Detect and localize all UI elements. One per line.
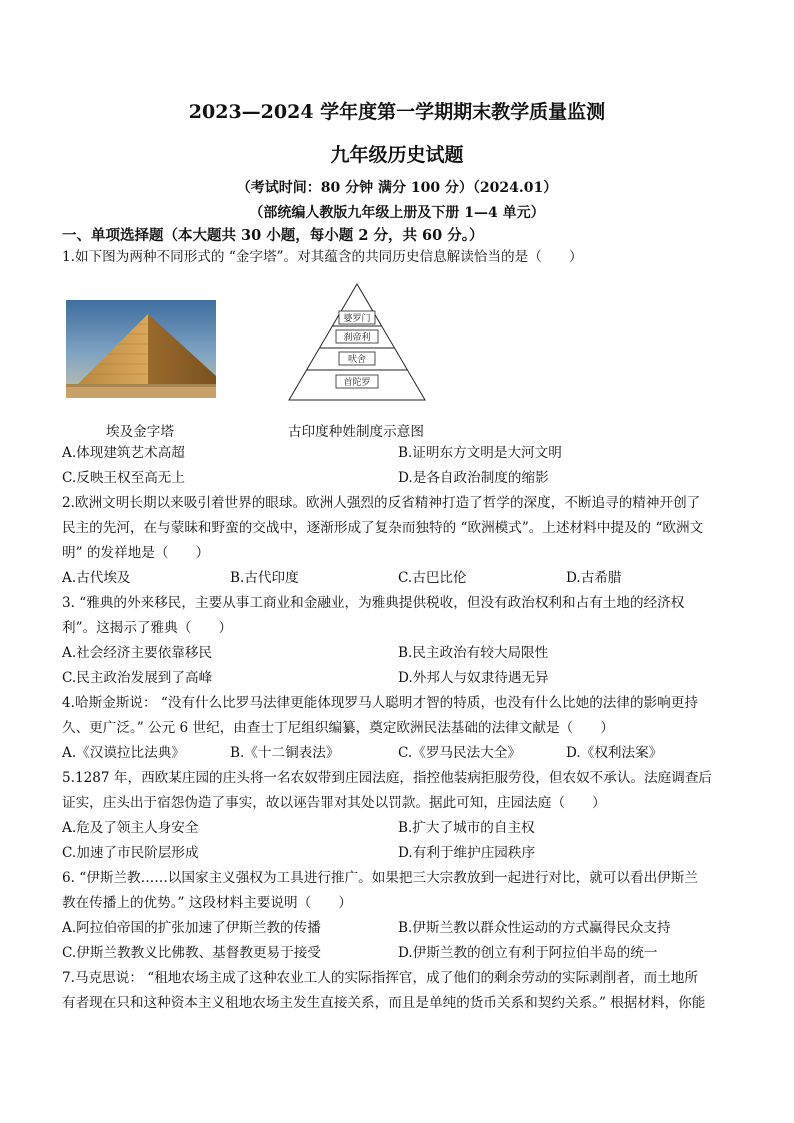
question-6-line-2: 教在传播上的优势。” 这段材料主要说明（ ） [62, 895, 352, 911]
question-2-line-3: 明” 的发祥地是（ ） [62, 545, 210, 561]
caste-caption: 古印度种姓制度示意图 [288, 424, 424, 440]
q1-option-b: B.证明东方文明是大河文明 [398, 445, 562, 461]
q3-option-c: C.民主政治发展到了高峰 [62, 670, 213, 686]
question-2-line-2: 民主的先河，在与蒙昧和野蛮的交战中，逐渐形成了复杂而独特的 “欧洲模式”。上述材料中提及的 “欧洲文 [62, 520, 704, 536]
question-4-line-2: 久、更广泛。” 公元 6 世纪，由查士丁尼组织编纂，奠定欧洲民法基础的法律文献是（ ） [62, 720, 614, 736]
exam-title: 2023—2024 学年度第一学期期末教学质量监测 [188, 101, 606, 123]
q1-option-d: D.是各自政治制度的缩影 [398, 470, 549, 486]
question-5-line-1: 5.1287 年，西欧某庄园的庄头将一名农奴带到庄园法庭，指控他装病拒服劳役，但农奴不承认。法庭调查后 [62, 770, 713, 786]
exam-info: （考试时间：80 分钟 满分 100 分）（2024.01） [236, 180, 558, 196]
q5-option-b: B.扩大了城市的自主权 [398, 820, 535, 836]
q4-option-d: D.《权利法案》 [566, 745, 663, 761]
q1-option-c: C.反映王权至高无上 [62, 470, 185, 486]
exam-subtitle: 九年级历史试题 [330, 144, 464, 166]
q5-option-d: D.有利于维护庄园秩序 [398, 845, 536, 861]
q3-option-a: A.社会经济主要依靠移民 [62, 645, 213, 661]
caste-label-kshatriya: 刹帝利 [343, 333, 371, 343]
question-3-line-2: 利”。这揭示了雅典（ ） [62, 620, 233, 636]
q3-option-d: D.外邦人与奴隶待遇无异 [398, 670, 549, 686]
q6-option-b: B.伊斯兰教以群众性运动的方式赢得民众支持 [398, 920, 671, 936]
q2-option-b: B.古代印度 [230, 570, 299, 586]
caste-label-shudra: 首陀罗 [343, 378, 371, 388]
section-heading: 一、单项选择题（本大题共 30 小题，每小题 2 分，共 60 分。） [62, 227, 484, 244]
q6-option-d: D.伊斯兰教的创立有利于阿拉伯半岛的统一 [398, 945, 658, 961]
q4-option-a: A.《汉谟拉比法典》 [62, 745, 185, 761]
question-3-line-1: 3. “雅典的外来移民，主要从事工商业和金融业，为雅典提供税收，但没有政治权利和占有土地的经济权 [62, 595, 685, 611]
caste-label-brahmin: 婆罗门 [343, 314, 371, 324]
q5-option-c: C.加速了市民阶层形成 [62, 845, 199, 861]
q4-option-b: B.《十二铜表法》 [230, 745, 340, 761]
pyramid-caption: 埃及金字塔 [106, 424, 174, 440]
question-2-line-1: 2.欧洲文明长期以来吸引着世界的眼球。欧洲人强烈的反省精神打造了哲学的深度，不断追寻的精神开创了 [62, 495, 701, 511]
caste-system-diagram [287, 282, 427, 404]
q5-option-a: A.危及了领主人身安全 [62, 820, 199, 836]
q2-option-c: C.古巴比伦 [398, 570, 467, 586]
question-5-line-2: 证实，庄头出于宿怨伪造了事实，故以诬告罪对其处以罚款。据此可知，庄园法庭（ ） [62, 795, 606, 811]
question-7-line-1: 7.马克思说： “租地农场主成了这种农业工人的实际指挥官，成了他们的剩余劳动的实际剥削者，而土地所 [62, 970, 698, 986]
exam-edition: （部统编人教版九年级上册及下册 1—4 单元） [249, 205, 545, 221]
caste-label-vaishya: 吠舍 [347, 355, 367, 365]
q4-option-c: C.《罗马民法大全》 [398, 745, 521, 761]
q6-option-a: A.阿拉伯帝国的扩张加速了伊斯兰教的传播 [62, 920, 321, 936]
question-1-stem: 1.如下图为两种不同形式的 “金字塔”。对其蕴含的共同历史信息解读恰当的是（ ） [62, 249, 583, 265]
question-4-line-1: 4.哈斯金斯说： “没有什么比罗马法律更能体现罗马人聪明才智的特质，也没有什么比她的法律的影响更持 [62, 695, 698, 711]
q2-option-d: D.古希腊 [566, 570, 622, 586]
egypt-pyramid-photo [66, 300, 216, 398]
question-6-line-1: 6. “伊斯兰教……以国家主义强权为工具进行推广。如果把三大宗教放到一起进行对比，就可以看出伊斯兰 [62, 870, 698, 886]
question-7-line-2: 有者现在只和这种资本主义租地农场主发生直接关系，而且是单纯的货币关系和契约关系。” 根据材料，你能 [62, 995, 706, 1011]
q1-option-a: A.体现建筑艺术高超 [62, 445, 185, 461]
q6-option-c: C.伊斯兰教教义比佛教、基督教更易于接受 [62, 945, 321, 961]
q3-option-b: B.民主政治有较大局限性 [398, 645, 549, 661]
q2-option-a: A.古代埃及 [62, 570, 131, 586]
